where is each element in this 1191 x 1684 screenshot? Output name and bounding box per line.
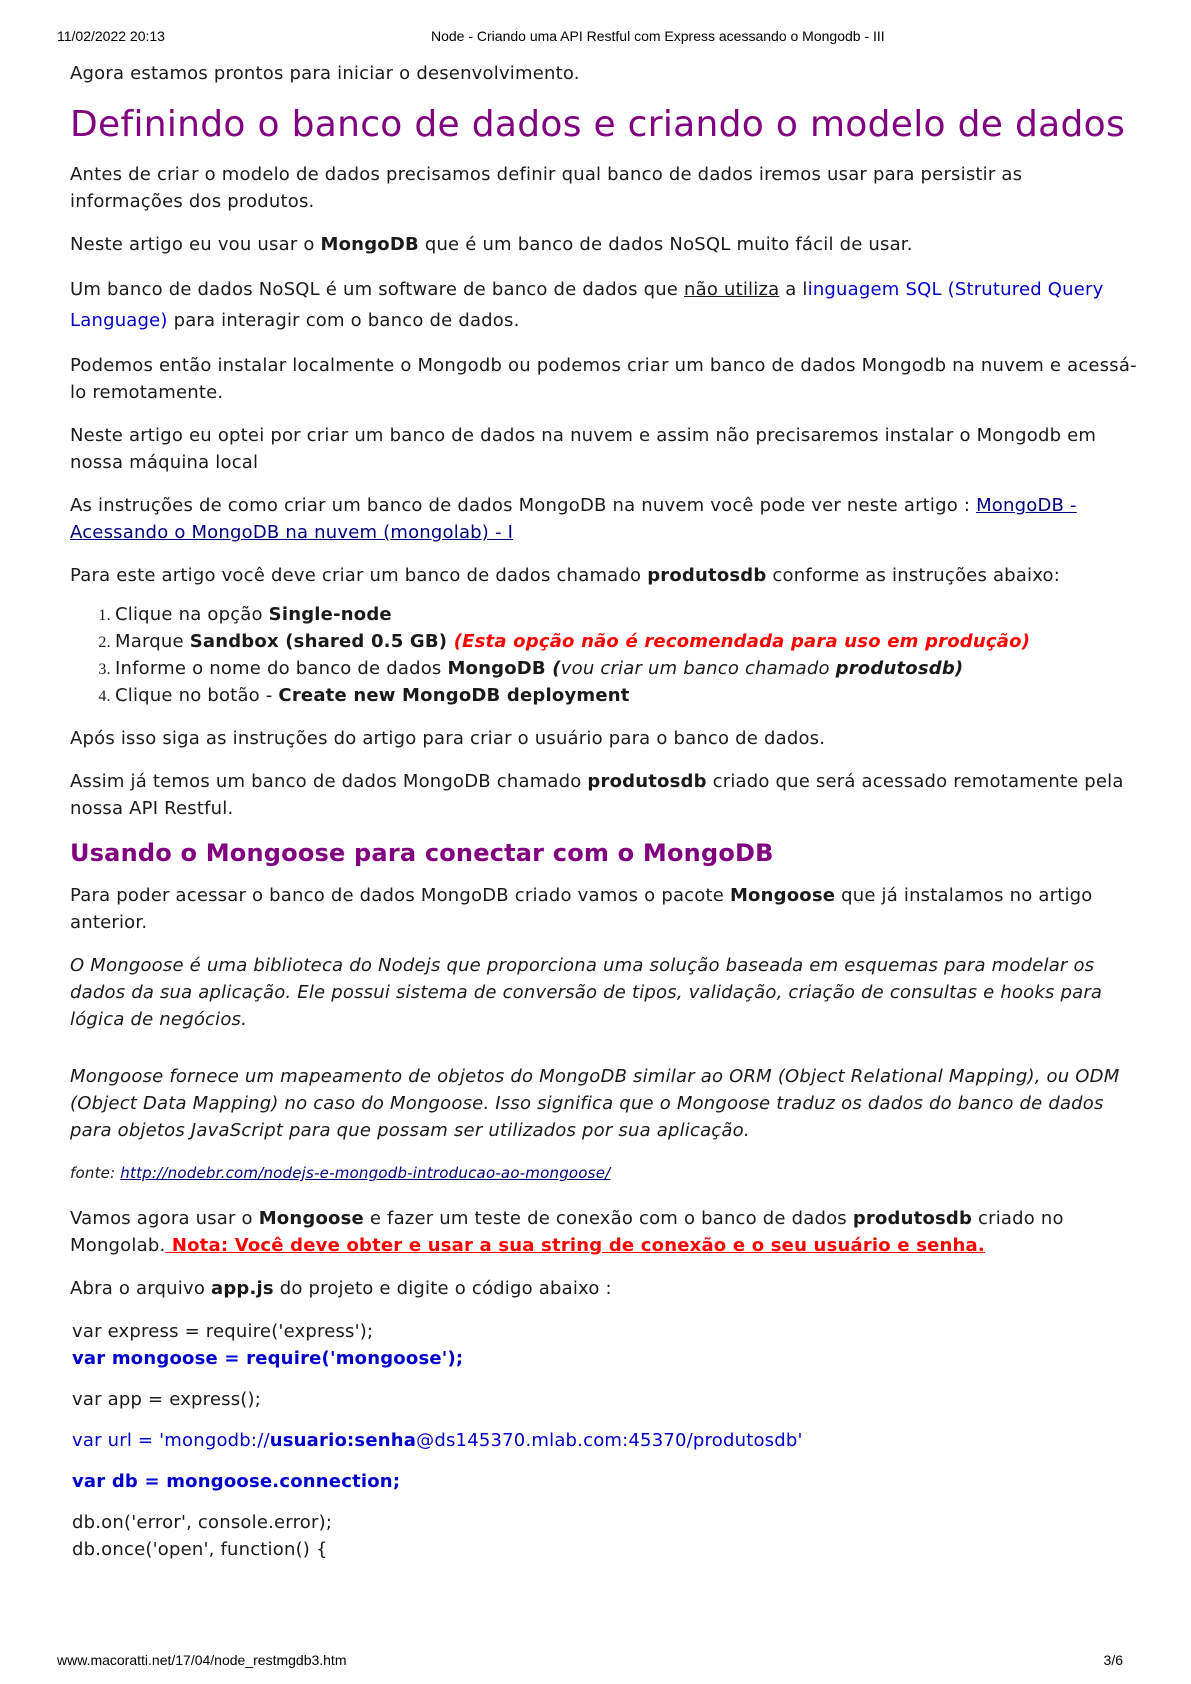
warning-text: (Esta opção não é recomendada para uso em produção) — [447, 631, 1031, 652]
note-warning: Nota: Você deve obter e usar a sua string de conexão e o seu usuário e senha. — [165, 1235, 985, 1256]
paragraph: Um banco de dados NoSQL é um software de banco de dados que não utiliza a linguagem SQL (Strutured Query Language) para interagir com o banco de dados. — [70, 279, 1104, 331]
print-page-title: Node - Criando uma API Restful com Express acessando o Mongodb - III — [431, 28, 885, 44]
mongolab-article-link[interactable]: MongoDB - Acessando o MongoDB na nuvem (mongolab) - I — [70, 495, 1077, 543]
article-content — [70, 60, 1140, 1563]
paragraph: Podemos então instalar localmente o Mongodb ou podemos criar um banco de dados Mongodb na nuvem e acessá-lo remotamente. — [70, 355, 1137, 403]
instruction-list — [70, 601, 1140, 709]
underlined-text: não utiliza — [684, 279, 780, 300]
code-line: var app = express(); — [72, 1389, 261, 1410]
paragraph: Após isso siga as instruções do artigo para criar o usuário para o banco de dados. — [70, 728, 826, 749]
paragraph: Neste artigo eu vou usar o MongoDB que é um banco de dados NoSQL muito fácil de usar. — [70, 234, 913, 255]
quote-paragraph: O Mongoose é uma biblioteca do Nodejs que proporciona uma solução baseada em esquemas para modelar os dados da sua aplicação. Ele possui sistema de conversão de tipos, validação, criação de consultas e hooks para lógica de negócios. — [70, 955, 1103, 1030]
paragraph: Neste artigo eu optei por criar um banco de dados na nuvem e assim não precisaremos instalar o Mongodb em nossa máquina local — [70, 425, 1097, 473]
section-heading-database: Definindo o banco de dados e criando o modelo de dados — [70, 104, 1125, 145]
print-url: www.macoratti.net/17/04/node_restmgdb3.htm — [57, 1652, 347, 1668]
section-heading-mongoose: Usando o Mongoose para conectar com o MongoDB — [70, 839, 774, 867]
sql-term: inguagem SQL (Strutured Query Language) — [70, 279, 1104, 331]
bold-term: MongoDB — [320, 234, 419, 255]
paragraph: Assim já temos um banco de dados MongoDB chamado produtosdb criado que será acessado remotamente pela nossa API Restful. — [70, 771, 1124, 819]
list-item: 1. Clique na opção Single-node — [115, 601, 1140, 628]
list-item: 3. Informe o nome do banco de dados MongoDB (vou criar um banco chamado produtosdb) — [115, 655, 1140, 682]
code-line: var url = 'mongodb://usuario:senha@ds145370.mlab.com:45370/produtosdb' — [72, 1430, 803, 1451]
print-date: 11/02/2022 20:13 — [57, 28, 165, 44]
intro-paragraph: Agora estamos prontos para iniciar o desenvolvimento. — [70, 63, 580, 84]
code-line: db.on('error', console.error); — [72, 1512, 333, 1533]
paragraph: Para poder acessar o banco de dados MongoDB criado vamos o pacote Mongoose que já instalamos no artigo anterior. — [70, 885, 1093, 933]
code-line: db.once('open', function() { — [72, 1539, 328, 1560]
list-item: 4. Clique no botão - Create new MongoDB deployment — [115, 682, 1140, 709]
paragraph: Abra o arquivo app.js do projeto e digite o código abaixo : — [70, 1278, 612, 1299]
quote-paragraph: Mongoose fornece um mapeamento de objetos do MongoDB similar ao ORM (Object Relational Mapping), ou ODM (Object Data Mapping) no caso do Mongoose. Isso significa que o Mongoose traduz os dados do banco de dados para objetos JavaScript para que possam ser utilizados por sua aplicação. — [70, 1066, 1120, 1141]
paragraph: As instruções de como criar um banco de dados MongoDB na nuvem você pode ver neste artigo : MongoDB - Acessando o MongoDB na nuvem (mongolab) - I — [70, 495, 1077, 543]
list-item: 2. Marque Sandbox (shared 0.5 GB) (Esta opção não é recomendada para uso em produção) — [115, 628, 1140, 655]
paragraph: Antes de criar o modelo de dados precisamos definir qual banco de dados iremos usar para persistir as informações dos produtos. — [70, 164, 1023, 212]
paragraph: Vamos agora usar o Mongoose e fazer um teste de conexão com o banco de dados produtosdb criado no Mongolab. Nota: Você deve obter e usar a sua string de conexão e o seu usuário e senha. — [70, 1208, 1064, 1256]
page-number: 3/6 — [1103, 1652, 1123, 1668]
code-line: var mongoose = require('mongoose'); — [72, 1348, 464, 1369]
source-link[interactable]: http://nodebr.com/nodejs-e-mongodb-introducao-ao-mongoose/ — [120, 1164, 611, 1182]
code-block — [70, 1318, 1140, 1563]
paragraph: Para este artigo você deve criar um banco de dados chamado produtosdb conforme as instruções abaixo: — [70, 565, 1061, 586]
code-line: var express = require('express'); — [72, 1321, 374, 1342]
source-citation: fonte: http://nodebr.com/nodejs-e-mongodb-introducao-ao-mongoose/ — [70, 1164, 611, 1182]
code-line: var db = mongoose.connection; — [72, 1471, 401, 1492]
